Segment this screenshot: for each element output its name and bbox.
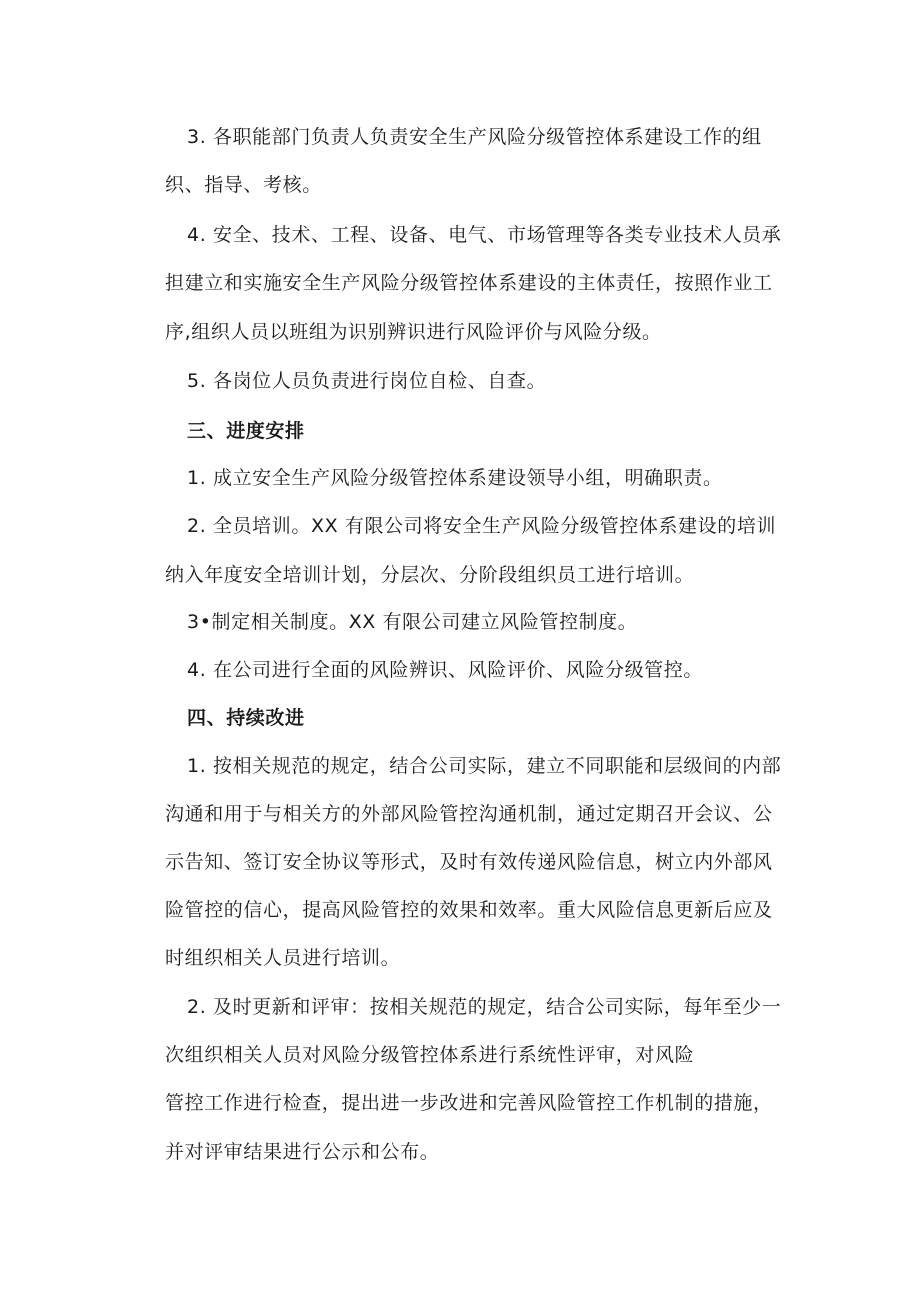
- paragraph-line: 险管控的信心，提高风险管控的效果和效率。重大风险信息更新后应及: [165, 899, 773, 921]
- paragraph-line: 1. 成立安全生产风险分级管控体系建设领导小组，明确职责。: [187, 467, 723, 489]
- paragraph-line: 1. 按相关规范的规定，结合公司实际，建立不同职能和层级间的内部: [187, 755, 782, 777]
- paragraph-line: 沟通和用于与相关方的外部风险管控沟通机制，通过定期召开会议、公: [165, 803, 773, 825]
- paragraph-line: 管控工作进行检查，提出进一步改进和完善风险管控工作机制的措施，: [165, 1092, 773, 1114]
- paragraph-line: 3. 各职能部门负责人负责安全生产风险分级管控体系建设工作的组: [187, 126, 762, 148]
- paragraph-line: 担建立和实施安全生产风险分级管控体系建设的主体责任，按照作业工: [165, 272, 773, 294]
- paragraph-line: 并对评审结果进行公示和公布。: [165, 1141, 440, 1163]
- paragraph-line: 纳入年度安全培训计划，分层次、分阶段组织员工进行培训。: [165, 564, 695, 586]
- paragraph-line: 序,组织人员以班组为识别辨识进行风险评价与风险分级。: [165, 321, 662, 343]
- paragraph-line: 时组织相关人员进行培训。: [165, 947, 401, 969]
- paragraph-line: 5. 各岗位人员负责进行岗位自检、自查。: [187, 370, 547, 392]
- section-heading: 三、进度安排: [187, 420, 305, 442]
- paragraph-line: 3•制定相关制度。XX 有限公司建立风险管控制度。: [187, 611, 638, 633]
- paragraph-line: 织、指导、考核。: [165, 174, 322, 196]
- paragraph-line: 示告知、签订安全协议等形式，及时有效传递风险信息，树立内外部风: [165, 851, 773, 873]
- paragraph-line: 4. 安全、技术、工程、设备、电气、市场管理等各类专业技术人员承: [187, 224, 782, 246]
- section-heading: 四、持续改进: [187, 707, 305, 729]
- paragraph-line: 2. 全员培训。XX 有限公司将安全生产风险分级管控体系建设的培训: [187, 515, 777, 537]
- paragraph-line: 次组织相关人员对风险分级管控体系进行系统性评审，对风险: [165, 1044, 695, 1066]
- paragraph-line: 4. 在公司进行全面的风险辨识、风险评价、风险分级管控。: [187, 659, 703, 681]
- paragraph-line: 2. 及时更新和评审：按相关规范的规定，结合公司实际，每年至少一: [187, 996, 782, 1018]
